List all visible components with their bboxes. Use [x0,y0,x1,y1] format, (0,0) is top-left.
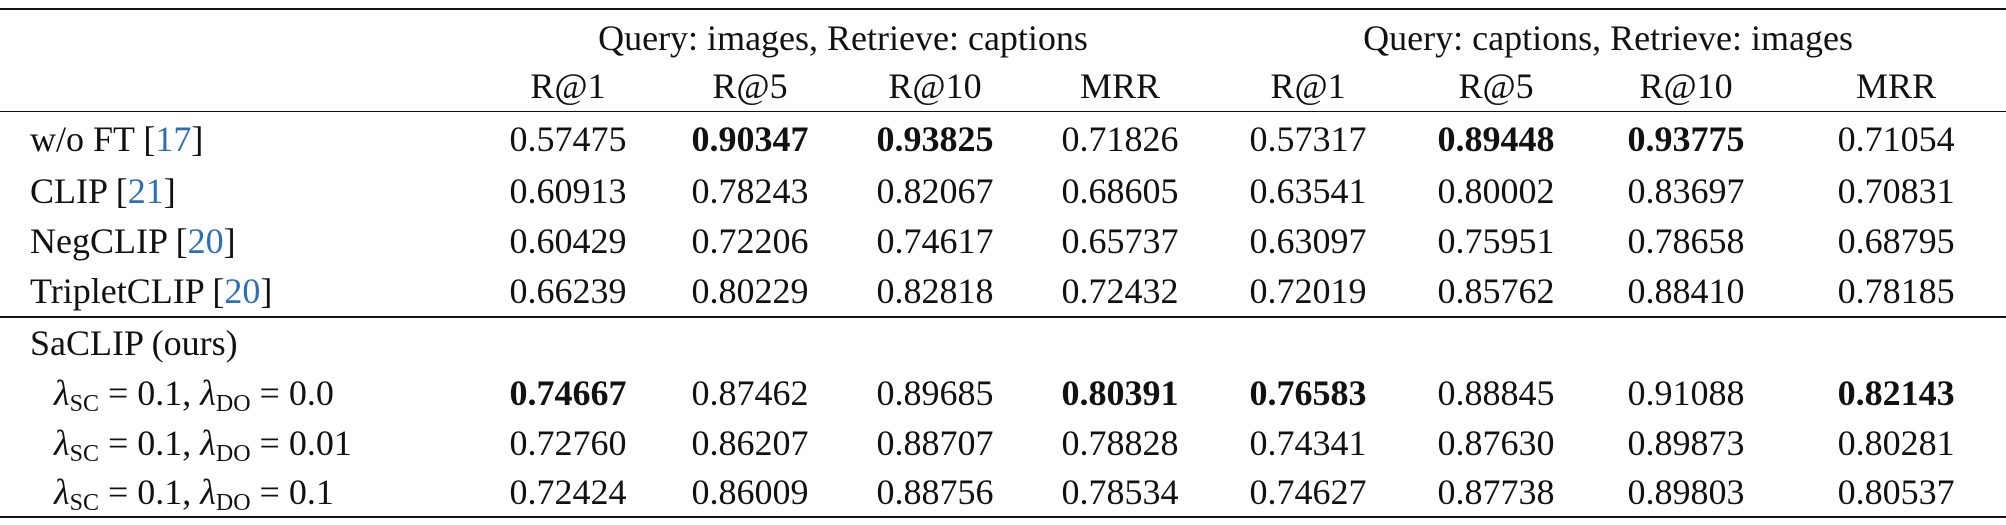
col-header: R@5 [660,61,840,112]
lambda-subscript: DO [215,441,251,467]
table-row [0,368,2006,418]
value-cell: 0.88707 [876,423,994,463]
method-cell: w/o FT [17] [30,119,204,159]
value-cell: 0.91088 [1627,373,1745,413]
equals-sign: = [250,423,289,463]
value-cell: 0.71054 [1837,119,1955,159]
lambda-symbol: λ [54,373,70,413]
header-group-image-to-caption: Query: images, Retrieve: captions [476,9,1210,61]
lambda-symbol: λ [54,472,70,512]
col-header: MRR [1030,61,1210,112]
value-cell: 0.78185 [1837,271,1955,311]
citation-link[interactable]: 20 [224,271,261,311]
value-cell: 0.71826 [1061,119,1179,159]
lambda-subscript: DO [215,490,251,516]
value-cell: 0.80391 [1061,373,1179,413]
value-cell: 0.74341 [1249,423,1367,463]
citation-link[interactable]: 21 [127,171,164,211]
value-cell: 0.86009 [660,468,840,517]
value-cell: 0.70831 [1837,171,1955,211]
equals-sign: = [98,472,138,512]
lambda-symbol: λ [54,423,70,463]
value-cell: 0.65737 [1061,221,1179,261]
method-name: SaCLIP (ours) [0,317,476,368]
method-cell [0,368,476,418]
table-row [0,216,2006,266]
value-cell: 0.83697 [1627,171,1745,211]
citation-link[interactable]: 17 [155,119,192,159]
value-cell: 0.88845 [1437,373,1555,413]
value-cell: 0.87738 [1406,468,1586,517]
value-cell: 0.75951 [1437,221,1555,261]
value-cell: 0.93825 [876,119,994,159]
value-cell: 0.88410 [1627,271,1745,311]
lambda-symbol: λ [200,423,216,463]
header-group-caption-to-image: Query: captions, Retrieve: images [1210,9,2006,61]
equals-sign: = [250,472,289,512]
lambda-value: 0.1 [137,373,183,413]
method-cell [0,468,476,517]
method-cell [0,418,476,468]
value-cell: 0.78658 [1627,221,1745,261]
col-header: R@5 [1406,61,1586,112]
value-cell: 0.80002 [1437,171,1555,211]
lambda-value: 0.1 [137,423,183,463]
table-row [0,166,2006,216]
value-cell: 0.90347 [691,119,809,159]
lambda-subscript: DO [215,391,251,417]
method-cell: TripletCLIP [20] [30,271,273,311]
col-header: R@10 [1586,61,1786,112]
lambda-setting [54,472,334,516]
value-cell: 0.82067 [876,171,994,211]
lambda-value: 0.0 [288,373,334,413]
lambda-setting [54,423,352,467]
lambda-subscript: SC [69,490,99,516]
citation-link[interactable]: 20 [187,221,224,261]
lambda-value: 0.1 [137,472,183,512]
value-cell: 0.80537 [1786,468,2006,517]
lambda-symbol: λ [200,373,216,413]
table-row [0,317,2006,368]
lambda-subscript: SC [69,391,99,417]
table-row [0,112,2006,167]
value-cell: 0.74627 [1210,468,1406,517]
value-cell: 0.60913 [509,171,627,211]
col-header: R@10 [840,61,1030,112]
value-cell: 0.93775 [1627,119,1745,159]
table-row [0,266,2006,317]
value-cell: 0.89873 [1627,423,1745,463]
value-cell: 0.68605 [1061,171,1179,211]
value-cell: 0.80229 [691,271,809,311]
baseline-rows [0,112,2006,318]
table-row [0,418,2006,468]
lambda-setting [54,373,334,417]
lambda-symbol: λ [200,472,216,512]
value-cell: 0.72760 [509,423,627,463]
value-cell: 0.57475 [509,119,627,159]
results-table [0,8,2006,518]
value-cell: 0.80281 [1837,423,1955,463]
table-row [0,468,2006,517]
value-cell: 0.74667 [509,373,627,413]
value-cell: 0.82143 [1837,373,1955,413]
value-cell: 0.89803 [1586,468,1786,517]
value-cell: 0.60429 [509,221,627,261]
value-cell: 0.72424 [476,468,660,517]
method-cell: CLIP [21] [30,171,176,211]
value-cell: 0.78828 [1061,423,1179,463]
separator: , [182,373,201,413]
value-cell: 0.87630 [1437,423,1555,463]
value-cell: 0.76583 [1249,373,1367,413]
value-cell: 0.89685 [876,373,994,413]
value-cell: 0.66239 [509,271,627,311]
value-cell: 0.68795 [1837,221,1955,261]
value-cell: 0.74617 [876,221,994,261]
method-name: NegCLIP [30,221,167,261]
value-cell: 0.88756 [840,468,1030,517]
value-cell: 0.87462 [691,373,809,413]
value-cell: 0.78243 [691,171,809,211]
method-cell: NegCLIP [20] [30,221,236,261]
ours-rows [0,317,2006,517]
col-header: R@1 [476,61,660,112]
lambda-value: 0.1 [288,472,334,512]
separator: , [182,472,201,512]
method-name: CLIP [30,171,107,211]
value-cell: 0.89448 [1437,119,1555,159]
value-cell: 0.82818 [876,271,994,311]
value-cell: 0.72206 [691,221,809,261]
method-name: w/o FT [30,119,135,159]
col-header: MRR [1786,61,2006,112]
equals-sign: = [98,373,138,413]
header-metric-row [0,61,2006,112]
value-cell: 0.72019 [1249,271,1367,311]
value-cell: 0.86207 [691,423,809,463]
value-cell: 0.63541 [1249,171,1367,211]
value-cell: 0.57317 [1249,119,1367,159]
equals-sign: = [98,423,138,463]
separator: , [182,423,201,463]
equals-sign: = [250,373,289,413]
lambda-subscript: SC [69,441,99,467]
value-cell: 0.72432 [1061,271,1179,311]
header-group-row [0,9,2006,61]
value-cell: 0.63097 [1249,221,1367,261]
lambda-value: 0.01 [288,423,352,463]
method-name: TripletCLIP [30,271,204,311]
value-cell: 0.78534 [1030,468,1210,517]
col-header: R@1 [1210,61,1406,112]
value-cell: 0.85762 [1437,271,1555,311]
